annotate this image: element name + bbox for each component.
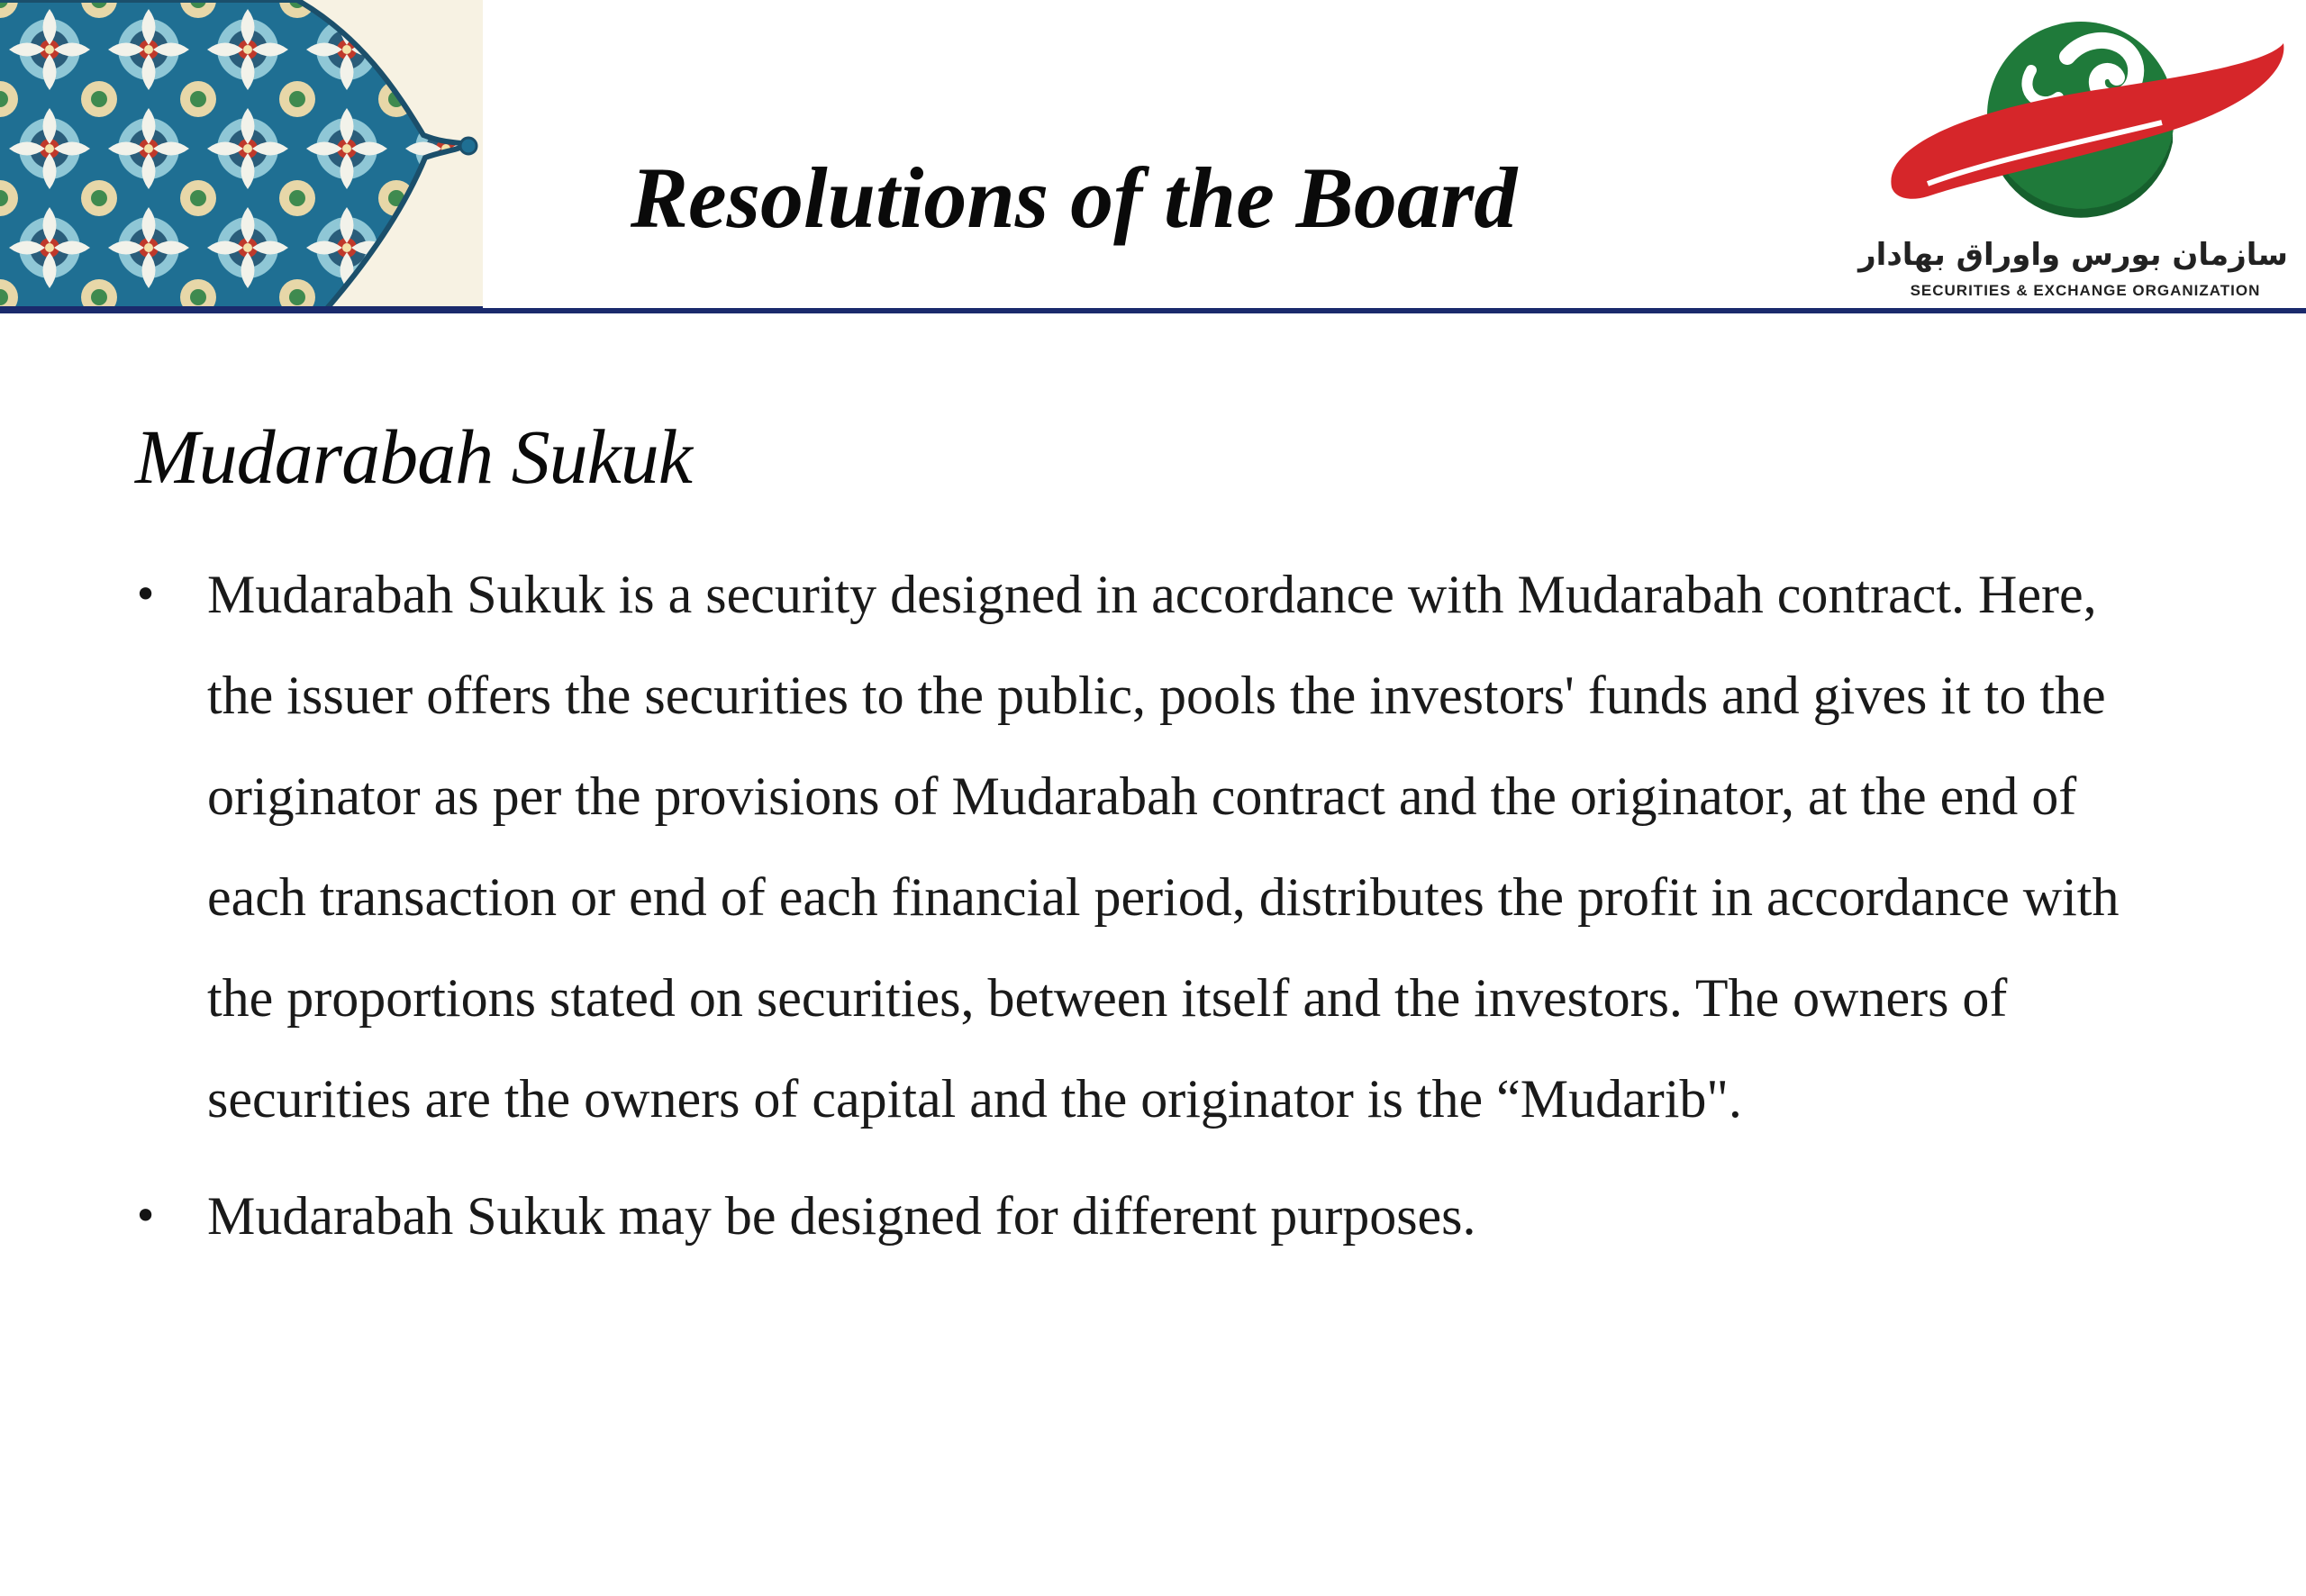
bullet-marker: •	[133, 570, 159, 619]
arabesque-ornament-icon	[0, 0, 483, 312]
header-divider	[0, 308, 2306, 313]
globe-logo-icon	[1874, 7, 2297, 232]
bullet-text: Mudarabah Sukuk is a security designed in accordance with Mudarabah contract. Here, the issuer offers the securities to the public, pools the investors' funds and gives it to the originator as per the provisions of Mudarabah contract and the originator, at the end of each transaction or end of each financial period, distributes the profit in accordance with the proportions stated on securities, between itself and the investors. The owners of securities are the owners of capital and the originator is the “Mudarib".	[207, 565, 2120, 1129]
organization-logo	[1858, 7, 2297, 306]
header-title: Resolutions of the Board	[631, 150, 1518, 246]
bullet-text: Mudarabah Sukuk may be designed for different purposes.	[207, 1186, 1476, 1246]
bullet-marker: •	[133, 1192, 159, 1240]
bullet-list	[0, 544, 2306, 1283]
logo-english-name: SECURITIES & EXCHANGE ORGANIZATION	[1910, 282, 2261, 299]
bullet-item	[0, 544, 2306, 1149]
logo-persian-name: سازمان بورس واوراق بهادار	[1858, 237, 2288, 273]
section-title: Mudarabah Sukuk	[135, 413, 692, 500]
bullet-item	[0, 1165, 2306, 1266]
